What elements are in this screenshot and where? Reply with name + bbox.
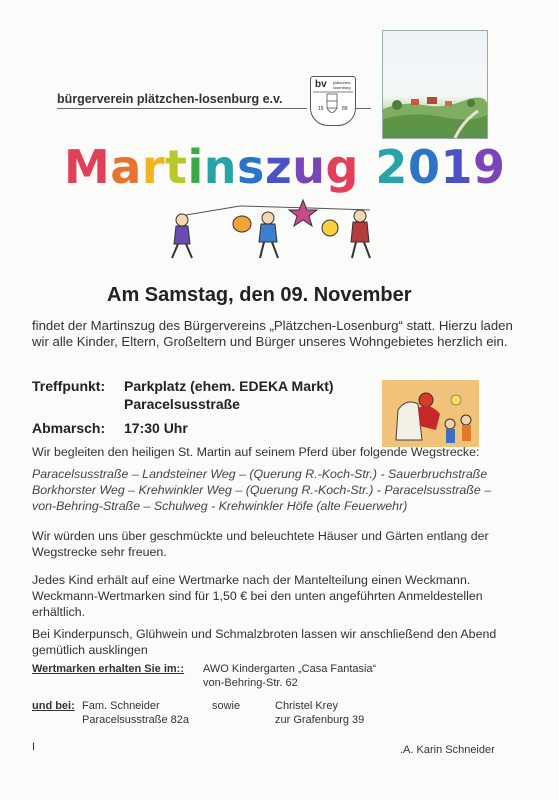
organization-name: bürgerverein plätzchen-losenburg e.v. bbox=[57, 92, 307, 109]
signature: .A. Karin Schneider bbox=[400, 744, 495, 756]
meeting-line2: Paracelsusstraße bbox=[124, 396, 240, 412]
logo-year-right: 89 bbox=[342, 106, 348, 112]
route-intro: Wir begleiten den heiligen St. Martin auf seinem Pferd über folgende Wegstrecke: bbox=[32, 445, 480, 459]
route-line: Borkhorster Weg – Krehwinkler Weg – (Querung R.-Koch-Str.) - Paracelsusstraße – bbox=[32, 483, 492, 497]
event-date: Am Samstag, den 09. November bbox=[107, 284, 412, 306]
voucher-paragraph: Jedes Kind erhält auf eine Wertmarke nach der Mantelteilung einen Weckmann. Weckmann-Wertmarken sind für 1,50 € bei den unten angeführten Anmeldestellen erhältlich. bbox=[32, 573, 483, 619]
meeting-label: Treffpunkt: bbox=[32, 378, 106, 394]
closing-paragraph: Bei Kinderpunsch, Glühwein und Schmalzbroten lassen wir anschließend den Abend gemütlich ausklingen bbox=[32, 627, 497, 657]
vouchers-label: Wertmarken erhalten Sie im:: bbox=[32, 663, 185, 675]
village-landscape-photo bbox=[382, 30, 488, 139]
conjunction: sowie bbox=[212, 700, 241, 712]
departure-time: 17:30 Uhr bbox=[124, 420, 188, 436]
departure-label: Abmarsch: bbox=[32, 420, 106, 436]
krey-address: zur Grafenburg 39 bbox=[275, 714, 365, 726]
meeting-line1: Parkplatz (ehem. EDEKA Markt) bbox=[124, 378, 334, 394]
schneider-address: Paracelsusstraße 82a bbox=[82, 714, 189, 726]
decoration-paragraph: Wir würden uns über geschmückte und beleuchtete Häuser und Gärten entlang der Wegstrecke sehr freuen. bbox=[32, 529, 489, 559]
kindergarten-address: von-Behring-Str. 62 bbox=[203, 677, 298, 689]
logo-small-text: plätzchen-losenburg bbox=[333, 80, 352, 90]
route-description bbox=[32, 466, 528, 514]
event-title bbox=[64, 140, 505, 194]
title-word: Martinszug bbox=[64, 140, 359, 194]
header-divider bbox=[355, 108, 371, 109]
st-martin-horse-icon bbox=[382, 380, 479, 447]
logo-letters: bv bbox=[315, 79, 327, 90]
kindergarten-name: AWO Kindergarten „Casa Fantasia“ bbox=[203, 663, 377, 675]
schneider-name: Fam. Schneider bbox=[82, 700, 160, 712]
route-line: Paracelsusstraße – Landsteiner Weg – (Querung R.-Koch-Str.) - Sauerbruchstraße bbox=[32, 467, 488, 481]
route-line: von-Behring-Straße – Schulweg - Krehwinkler Höfe (alte Feuerwehr) bbox=[32, 499, 408, 513]
landscape-icon bbox=[383, 31, 487, 138]
club-logo bbox=[310, 76, 356, 126]
also-at-label: und bei: bbox=[32, 700, 75, 712]
footer-mark: I bbox=[32, 741, 36, 753]
children-with-lanterns-icon bbox=[160, 198, 390, 266]
logo-year-left: 19 bbox=[318, 106, 324, 112]
intro-paragraph: findet der Martinszug des Bürgervereins „Plätzchen-Losenburg“ statt. Hierzu laden wir alle Kinder, Eltern, Großeltern und Bürger unseres Wohngebietes herzlich ein. bbox=[32, 318, 513, 349]
logo-shield-icon bbox=[311, 77, 355, 125]
title-year: 2019 bbox=[375, 140, 506, 194]
krey-name: Christel Krey bbox=[275, 700, 338, 712]
lantern-children-illustration bbox=[160, 198, 390, 266]
st-martin-illustration bbox=[382, 380, 479, 447]
